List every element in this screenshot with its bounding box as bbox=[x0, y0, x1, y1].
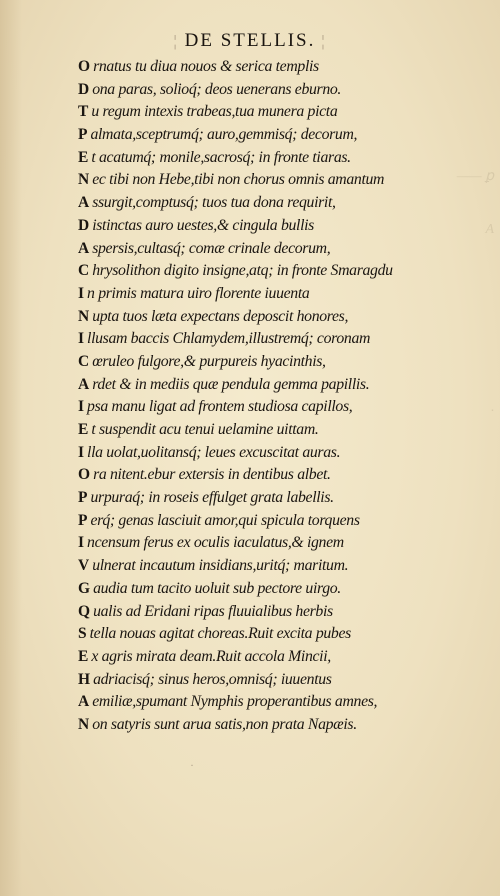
running-header bbox=[0, 30, 500, 52]
verse-text: ec tibi non Hebe,tibi non chorus omnis amantum bbox=[92, 171, 385, 189]
show-through-text: —— ꝑ bbox=[456, 169, 494, 184]
verse-text: audia tum tacito uoluit sub pectore uirgo. bbox=[93, 579, 341, 597]
verse-text: n primis matura uiro florente iuuenta bbox=[87, 284, 310, 302]
initial-capital: S bbox=[78, 625, 87, 643]
verse-text: urpuraq́; in roseis effulget grata labellis. bbox=[90, 489, 334, 507]
verse-text: rdet & in mediis quæ pendula gemma papillis. bbox=[92, 375, 370, 393]
verse-line bbox=[78, 215, 478, 238]
verse-line bbox=[78, 510, 478, 533]
verse-text: istinctas auro uestes,& cingula bullis bbox=[92, 216, 314, 234]
verse-text: ra nitent.ebur extersis in dentibus albet. bbox=[93, 466, 331, 484]
initial-capital: E bbox=[78, 421, 89, 438]
verse-text: on satyris sunt arua satis,non prata Napæis. bbox=[92, 715, 357, 733]
verse-text: ulnerat incautum insidians,uritq́; maritum. bbox=[92, 557, 349, 575]
initial-capital: I bbox=[78, 284, 85, 302]
verse-text: upta tuos læta expectans deposcit honores, bbox=[92, 307, 349, 325]
verse-text: œruleo fulgore,& purpureis hyacinthis, bbox=[92, 352, 326, 370]
initial-capital: H bbox=[78, 670, 91, 688]
verse-text: llusam baccis Chlamydem,illustremq́; coronam bbox=[87, 330, 371, 348]
verse-line bbox=[78, 669, 478, 692]
initial-capital: E bbox=[78, 647, 89, 665]
initial-capital: A bbox=[78, 693, 90, 711]
verse-text: erq́; genas lasciuit amor,qui spicula torquens bbox=[90, 511, 360, 529]
verse-line bbox=[78, 101, 478, 124]
verse-text: ncensum ferus ex oculis iaculatus,& ignem bbox=[87, 534, 344, 552]
verse-line bbox=[78, 56, 478, 79]
initial-capital: O bbox=[78, 58, 91, 75]
verse-line bbox=[78, 169, 478, 192]
verse-line bbox=[78, 328, 478, 351]
verse-text: rnatus tu diua nouos & serica templis bbox=[93, 58, 319, 75]
verse-line bbox=[78, 442, 478, 465]
verse-text: emiliæ,spumant Nymphis properantibus amnes, bbox=[92, 693, 378, 711]
verse-text: t suspendit acu tenui uelamine uittam. bbox=[91, 421, 319, 438]
verse-line bbox=[78, 419, 478, 442]
initial-capital: A bbox=[78, 194, 90, 212]
verse-line bbox=[78, 691, 478, 714]
initial-capital: D bbox=[78, 216, 90, 234]
initial-capital: C bbox=[78, 262, 90, 280]
verse-line bbox=[78, 487, 478, 510]
verse-text: spersis,cultasq́; comæ crinale decorum, bbox=[92, 239, 331, 257]
paper-speck: · bbox=[190, 758, 194, 772]
verse-text: ona paras, solioq́; deos uenerans eburno. bbox=[92, 80, 342, 98]
verse-line bbox=[78, 124, 478, 147]
verse-line bbox=[78, 714, 478, 737]
page-gutter-shadow bbox=[0, 0, 22, 896]
verse-line bbox=[78, 238, 478, 261]
initial-capital: G bbox=[78, 579, 91, 597]
verse-line bbox=[78, 351, 478, 374]
verse-text: tella nouas agitat choreas.Ruit excita pubes bbox=[89, 625, 351, 643]
initial-capital: E bbox=[78, 148, 89, 166]
verse-line bbox=[78, 601, 478, 624]
initial-capital: P bbox=[78, 126, 88, 144]
verse-line bbox=[78, 623, 478, 646]
initial-capital: P bbox=[78, 489, 88, 507]
verse-text: hrysolithon digito insigne,atq; in fronte Smaragdu bbox=[92, 262, 393, 280]
verse-text: adriacisq́; sinus heros,omnisq́; iuuentus bbox=[93, 670, 332, 688]
verse-text: u regum intexis trabeas,tua munera picta bbox=[91, 103, 338, 121]
verse-line bbox=[78, 464, 478, 487]
initial-capital: A bbox=[78, 239, 90, 257]
verse-text: lla uolat,uolitansq́; leues excuscitat auras. bbox=[87, 443, 341, 461]
header-ornament-left: ¦ bbox=[173, 33, 179, 50]
initial-capital: I bbox=[78, 443, 85, 461]
initial-capital: I bbox=[78, 330, 85, 348]
verse-line bbox=[78, 555, 478, 578]
verse-line bbox=[78, 532, 478, 555]
verse-text: t acatumq́; monile,sacrosq́; in fronte tiaras. bbox=[91, 148, 351, 166]
initial-capital: N bbox=[78, 307, 90, 325]
verse-block bbox=[78, 56, 478, 737]
initial-capital: A bbox=[78, 375, 90, 393]
initial-capital: O bbox=[78, 466, 91, 484]
verse-line bbox=[78, 260, 478, 283]
verse-line bbox=[78, 306, 478, 329]
initial-capital: Q bbox=[78, 602, 91, 620]
verse-text: x agris mirata deam.Ruit accola Mincii, bbox=[91, 647, 331, 665]
initial-capital: N bbox=[78, 715, 90, 733]
verse-line bbox=[78, 79, 478, 102]
initial-capital: I bbox=[78, 398, 85, 416]
verse-text: ualis ad Eridani ripas fluuialibus herbis bbox=[93, 602, 333, 620]
initial-capital: I bbox=[78, 534, 85, 552]
show-through-text: A bbox=[485, 222, 494, 237]
initial-capital: V bbox=[78, 557, 90, 575]
verse-text: ssurgit,comptusq́; tuos tua dona requirit, bbox=[92, 194, 336, 212]
header-ornament-right: ¦ bbox=[321, 33, 327, 50]
verse-line bbox=[78, 147, 478, 170]
verse-line bbox=[78, 283, 478, 306]
verse-line bbox=[78, 396, 478, 419]
initial-capital: T bbox=[78, 103, 89, 121]
initial-capital: N bbox=[78, 171, 90, 189]
verse-text: almata,sceptrumq́; auro,gemmisq́; decorum, bbox=[90, 126, 358, 144]
verse-line bbox=[78, 578, 478, 601]
initial-capital: C bbox=[78, 352, 90, 370]
verse-line bbox=[78, 192, 478, 215]
initial-capital: P bbox=[78, 511, 88, 529]
page-title: DE STELLIS. bbox=[184, 30, 316, 51]
verse-line bbox=[78, 646, 478, 669]
initial-capital: D bbox=[78, 80, 90, 98]
verse-line bbox=[78, 374, 478, 397]
show-through-text: · bbox=[490, 404, 494, 419]
verse-text: psa manu ligat ad frontem studiosa capillos, bbox=[87, 398, 353, 416]
